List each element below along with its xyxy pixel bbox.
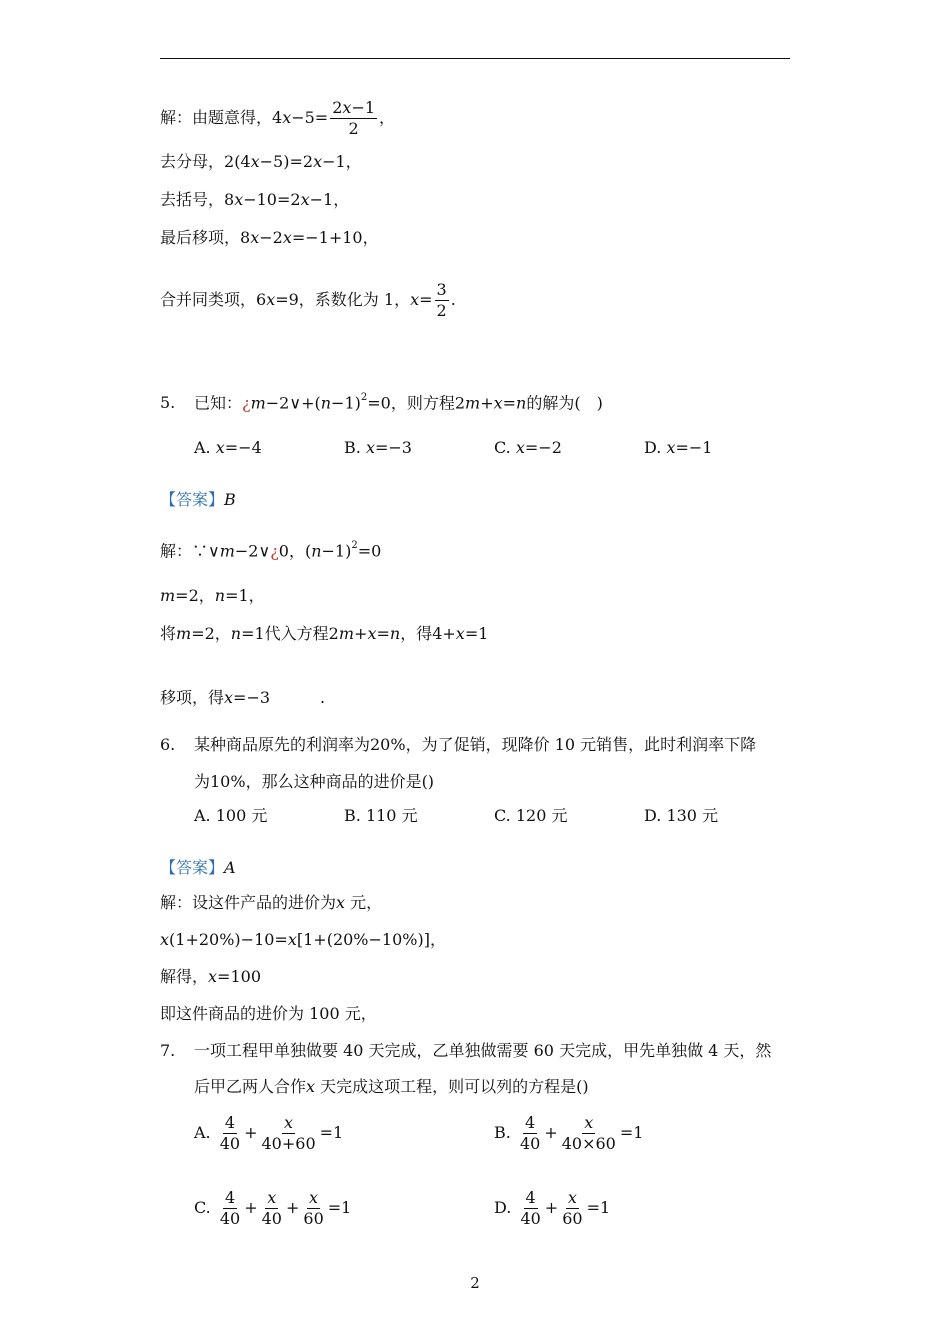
question-5: 5. 已知：¿$m-2\vee+(n-1)^2=0$，则方程2m+x=n的解为( ) (160, 392, 603, 413)
q7-option-b[interactable]: B. $\frac{4}{40}$ + $\frac{x}{40\times 60}$ =1 (494, 1113, 644, 1153)
fraction: $\frac{x}{60}$ (562, 1188, 583, 1228)
sol4-line4: 最后移项，8x−2x=−1+10， (160, 228, 379, 247)
q6-option-b[interactable]: B. 110 元 (344, 806, 418, 825)
q5-option-d[interactable]: D. x=−1 (644, 438, 713, 457)
question-6: 6. 某种商品原先的利润率为20%，为了促销，现降价 10 元销售，此时利润率下降 (160, 735, 757, 754)
fraction: $\frac{4}{40}$ (219, 1113, 241, 1153)
answer-5-tag: 【答案】B (160, 490, 236, 509)
answer-5-line4: 移项，得x=−3 . (160, 688, 326, 707)
q5-option-b[interactable]: B. x=−3 (344, 438, 412, 457)
fraction: $\frac{x}{60}$ (303, 1188, 324, 1228)
question-6-line2: 为10%，那么这种商品的进价是() (194, 772, 435, 791)
fraction: $\frac{x}{40}$ (261, 1188, 282, 1228)
q6-option-d[interactable]: D. 130 元 (644, 806, 719, 825)
q6-option-c[interactable]: C. 120 元 (494, 806, 568, 825)
answer-5-line2: m=2，n=1， (160, 586, 265, 605)
fraction: $\frac{4}{40}$ (519, 1113, 541, 1153)
question-7: 7. 一项工程甲单独做要 40 天完成，乙单独做需要 60 天完成，甲先单独做 4 天，然 (160, 1041, 772, 1060)
answer-6-line1: 解：设这件产品的进价为x 元， (160, 893, 383, 912)
answer-6-line2: x(1+20%)−10=x[1+(20%−10%)]， (160, 930, 446, 949)
sol4-line1: 解：由题意得，4x−5= $\frac{2x-1}{2}$ ， (160, 98, 396, 138)
answer-5-line1: 解：∵∨m−2∨¿0，$(n-1)^2=0$ (160, 540, 382, 561)
sol4-line3: 去括号，8x−10=2x−1， (160, 190, 350, 209)
answer-6-line3: 解得，x=100 (160, 967, 261, 986)
fraction: $\frac{x}{40+60}$ (261, 1113, 316, 1153)
question-7-line2: 后甲乙两人合作x 天完成这项工程，则可以列的方程是() (194, 1077, 589, 1096)
q5-option-a[interactable]: A. x=−4 (194, 438, 262, 457)
fraction: $\frac{4}{40}$ (219, 1188, 241, 1228)
answer-6-tag: 【答案】A (160, 858, 236, 877)
sol4-line5: 合并同类项，6x=9，系数化为 1，x= $\frac{3}{2}$ . (160, 280, 456, 320)
q7-option-c[interactable]: C. $\frac{4}{40}$ + $\frac{x}{40}$ + $\frac{x}{60}$ =1 (194, 1188, 352, 1228)
sol4-line2: 去分母，2(4x−5)=2x−1， (160, 152, 362, 171)
answer-6-line4: 即这件商品的进价为 100 元， (160, 1004, 377, 1023)
header-rule (160, 58, 790, 59)
answer-5-line3: 将m=2，n=1代入方程2m+x=n，得4+x=1 (160, 624, 489, 643)
q7-option-d[interactable]: D. $\frac{4}{40}$ + $\frac{x}{60}$ =1 (494, 1188, 611, 1228)
fraction: $\frac{2x-1}{2}$ (332, 98, 376, 138)
fraction: $\frac{3}{2}$ (436, 280, 447, 320)
q5-option-c[interactable]: C. x=−2 (494, 438, 562, 457)
page-number: 2 (470, 1274, 480, 1292)
fraction: $\frac{4}{40}$ (520, 1188, 541, 1228)
q6-option-a[interactable]: A. 100 元 (194, 806, 268, 825)
q7-option-a[interactable]: A. $\frac{4}{40}$ + $\frac{x}{40+60}$ =1 (194, 1113, 344, 1153)
fraction: $\frac{x}{40\times 60}$ (561, 1113, 616, 1153)
